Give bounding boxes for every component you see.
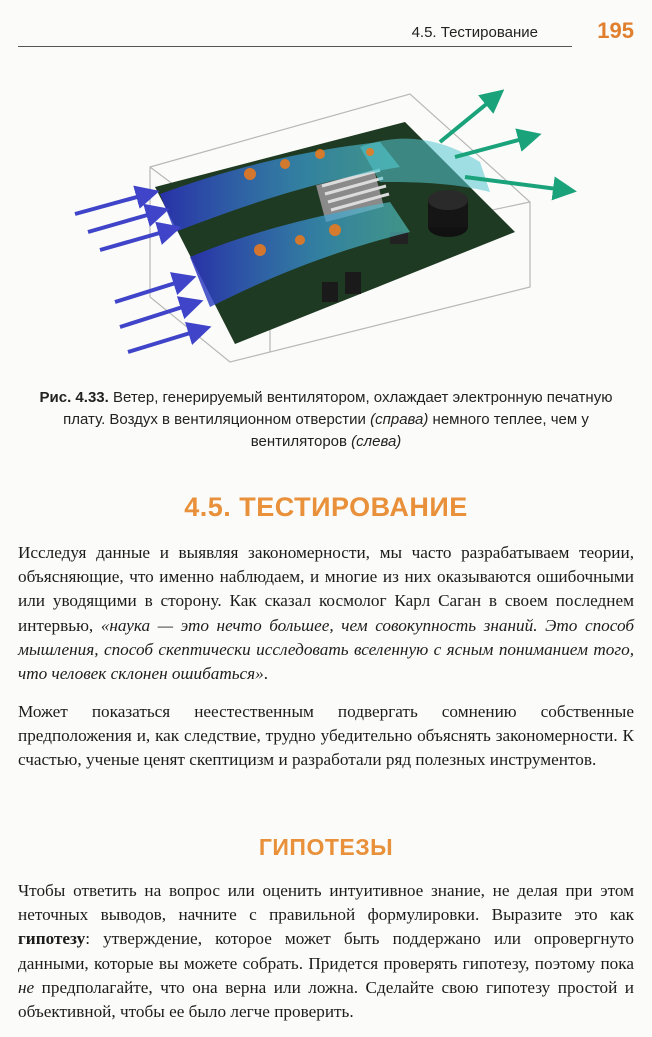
caption-text-1: Ветер, генерируемый вентилятором, охлаждает электронную печатную плату. Воздух в вентиляционном отверстии: [63, 389, 613, 428]
page-number: 195: [597, 18, 634, 43]
paragraph-3-start: Чтобы ответить на вопрос или оценить интуитивное знание, не делая при этом неточных выводов, начните с правильной формулировки. Выразите это как: [18, 881, 634, 925]
figure-caption: [30, 387, 622, 453]
paragraph-3-mid: : утверждение, которое может быть поддержано или опровергнуто данными, которые вы можете собрать. Придется проверять гипотезу, поэтому пока: [18, 929, 634, 973]
paragraph-1-text: Исследуя данные и выявляя закономерности, мы часто разрабатываем теории, объясняющие, что именно наблюдаем, и многие из них оказываются ошибочными или уводящими в сторону. Как сказал космолог Карл Саган в своем последнем интервью,: [18, 543, 634, 635]
section-title: 4.5. ТЕСТИРОВАНИЕ: [184, 492, 468, 522]
sagan-quote: «наука — это нечто большее, чем совокупность знаний. Это способ мышления, способ скептически исследовать вселенную с ясным пониманием того, что человек склонен ошибаться»: [18, 615, 634, 684]
figure-label: Рис. 4.33.: [39, 389, 109, 406]
paragraph-3-end: предполагайте, что она верна или ложна. Сделайте свою гипотезу простой и объективной, чтобы ее было легче проверить.: [18, 977, 634, 1022]
airflow-simulation-figure: [60, 82, 590, 377]
caption-left: (слева): [351, 433, 402, 450]
paragraph-3: [18, 879, 634, 1024]
paragraph-2: Может показаться неестественным подвергать сомнению собственные предположения и, как следствие, трудно убедительно объяснять закономерности. К счастью, ученые ценят скептицизм и разработали ряд полезных инструментов.: [18, 702, 634, 770]
paragraph-1: [18, 541, 634, 686]
paragraph-1-end: .: [263, 664, 269, 684]
caption-right: (справа): [370, 411, 429, 428]
running-head: 4.5. Тестирование: [411, 24, 538, 41]
term-hypothesis: гипотезу: [18, 929, 86, 949]
page-header: [18, 18, 634, 48]
subsection-title: ГИПОТЕЗЫ: [258, 834, 394, 860]
emphasis-not: не: [18, 977, 35, 997]
caption-text-2: немного теплее, чем у вентиляторов: [250, 411, 589, 450]
header-rule: [18, 46, 572, 47]
